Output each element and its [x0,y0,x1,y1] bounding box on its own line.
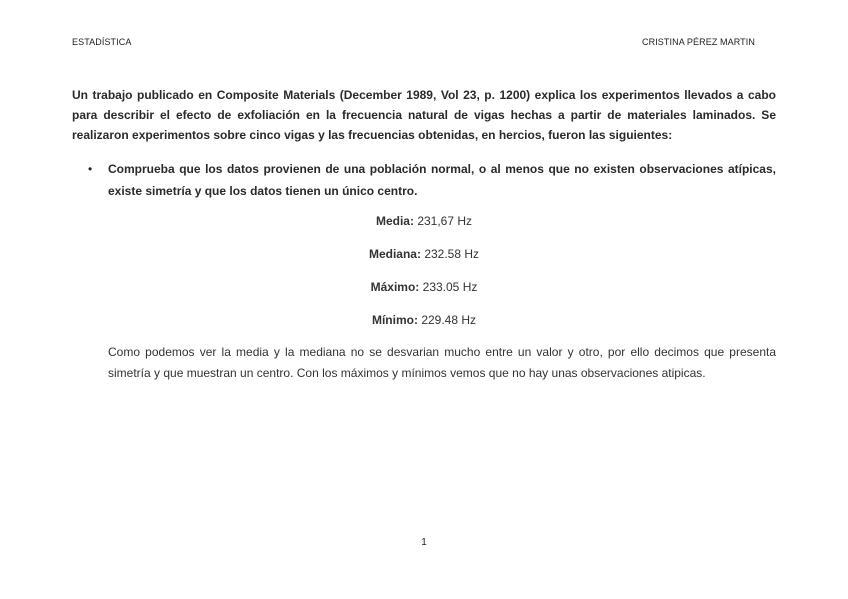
conclusion-paragraph: Como podemos ver la media y la mediana no se desvarian mucho entre un valor y otro, por ello decimos que presenta simetría y que muestran un centro. Con los máximos y mínimos vemos que no hay unas observaciones atipicas. [108,345,776,380]
header-author: CRISTINA PÉREZ MARTIN [642,37,755,47]
stat-label: Media: [375,214,414,228]
stat-value: 232.58 Hz [424,247,480,261]
stat-value: 229.48 Hz [421,313,477,327]
stat-media [0,214,848,228]
stat-value: 233.05 Hz [422,280,478,294]
page-number: 1 [421,537,427,548]
intro-paragraph: Un trabajo publicado en Composite Materials (December 1989, Vol 23, p. 1200) explica los experimentos llevados a cabo para describir el efecto de exfoliación en la frecuencia natural de vigas hechas a partir de materiales laminados. Se realizaron experimentos sobre cinco vigas y las frecuencias obtenidas, en hercios, fueron las siguientes: [72,88,776,142]
stat-label: Máximo: [370,280,420,294]
stat-label: Mediana: [368,247,421,261]
stat-value: 231,67 Hz [417,214,473,228]
stat-maximo [0,280,848,294]
bullet-marker: • [88,162,93,176]
stat-mediana [0,247,848,261]
bullet-text: Comprueba que los datos provienen de una población normal, o al menos que no existen observaciones atípicas, existe simetría y que los datos tienen un único centro. [108,162,776,198]
stat-minimo [0,313,848,327]
stat-label: Mínimo: [371,313,418,327]
header-subject: ESTADÍSTICA [72,37,132,47]
